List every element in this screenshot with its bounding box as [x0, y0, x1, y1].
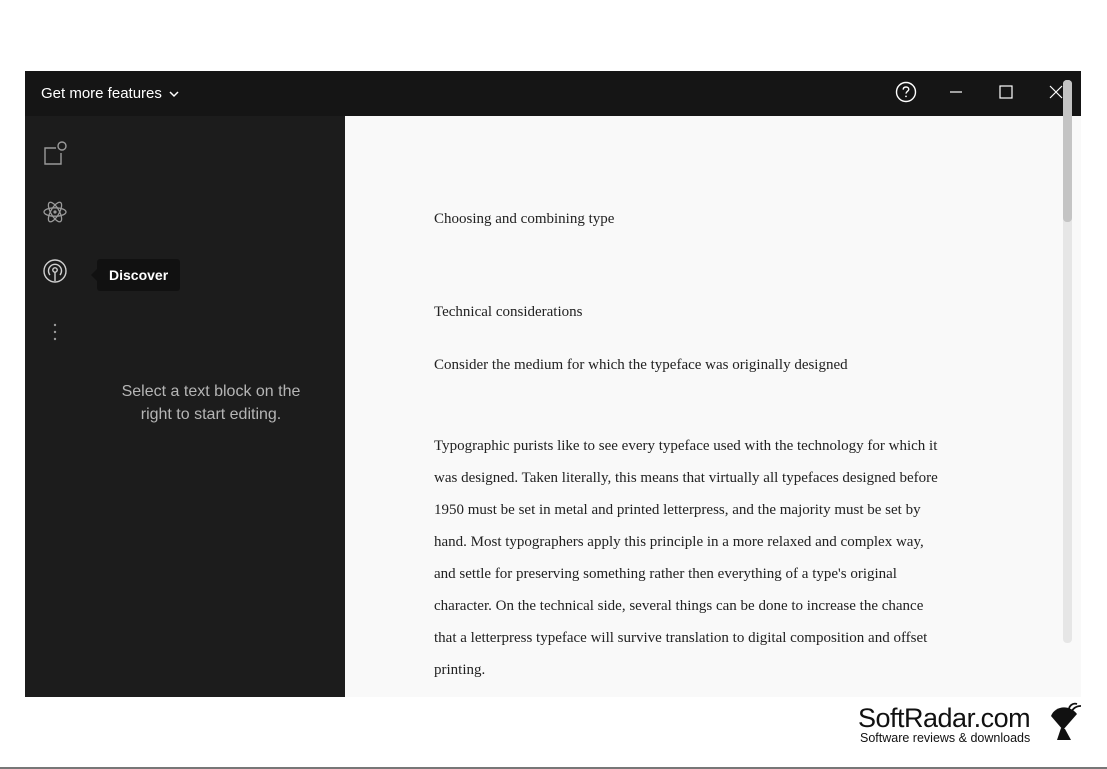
subsubheading-text-block[interactable]: Consider the medium for which the typeface was originally designed [434, 357, 848, 373]
sidebar [25, 116, 345, 697]
discover-tooltip [97, 259, 180, 291]
satellite-dish-icon [1047, 702, 1085, 747]
heading-text-block[interactable]: Choosing and combining type [434, 211, 615, 227]
minimize-button[interactable] [944, 82, 968, 106]
sidebar-item-ai[interactable] [41, 200, 69, 228]
editing-hint: Select a text block on the right to start editing. [121, 383, 301, 423]
body-line: character. On the technical side, several things can be done to increase the chance [434, 598, 924, 614]
vertical-scrollbar[interactable] [1063, 80, 1072, 643]
chevron-down-icon [168, 88, 180, 100]
app-window [25, 71, 1081, 697]
watermark-title: SoftRadar.com [858, 703, 1031, 733]
document-canvas [345, 116, 1081, 697]
body-line: printing. [434, 662, 486, 678]
body-line: Typographic purists like to see every typeface used with the technology for which it [434, 438, 938, 454]
help-button[interactable] [894, 82, 918, 106]
watermark-subtitle: Software reviews & downloads [860, 731, 1031, 745]
atom-icon [42, 199, 68, 230]
shape-add-icon [42, 140, 68, 171]
minimize-icon [948, 84, 964, 105]
body-line: and settle for preserving something rather then everything of a type's original [434, 566, 897, 582]
body-text-block[interactable] [434, 430, 994, 686]
get-more-features-button[interactable] [41, 83, 180, 105]
subheading-text-block[interactable]: Technical considerations [434, 304, 583, 320]
scrollbar-thumb[interactable] [1063, 80, 1072, 222]
body-line: 1950 must be set in metal and printed letterpress, and the majority must be set by [434, 502, 921, 518]
softradar-watermark [858, 702, 1088, 748]
get-more-features-label: Get more features [41, 85, 162, 102]
body-line: was designed. Taken literally, this means that virtually all typefaces designed before [434, 470, 938, 486]
more-vertical-icon [52, 322, 58, 347]
body-line: hand. Most typographers apply this principle in a more relaxed and complex way, [434, 534, 924, 550]
sidebar-item-elements[interactable] [41, 141, 69, 169]
tooltip-label: Discover [109, 267, 169, 283]
maximize-button[interactable] [994, 82, 1018, 106]
sidebar-item-more[interactable] [41, 320, 69, 348]
titlebar [25, 71, 1081, 116]
close-icon [1048, 84, 1064, 105]
help-icon [895, 81, 917, 108]
sidebar-item-discover[interactable] [41, 260, 69, 288]
body-line: that a letterpress typeface will survive translation to digital composition and offset [434, 630, 928, 646]
maximize-icon [998, 84, 1014, 105]
broadcast-icon [42, 259, 68, 290]
